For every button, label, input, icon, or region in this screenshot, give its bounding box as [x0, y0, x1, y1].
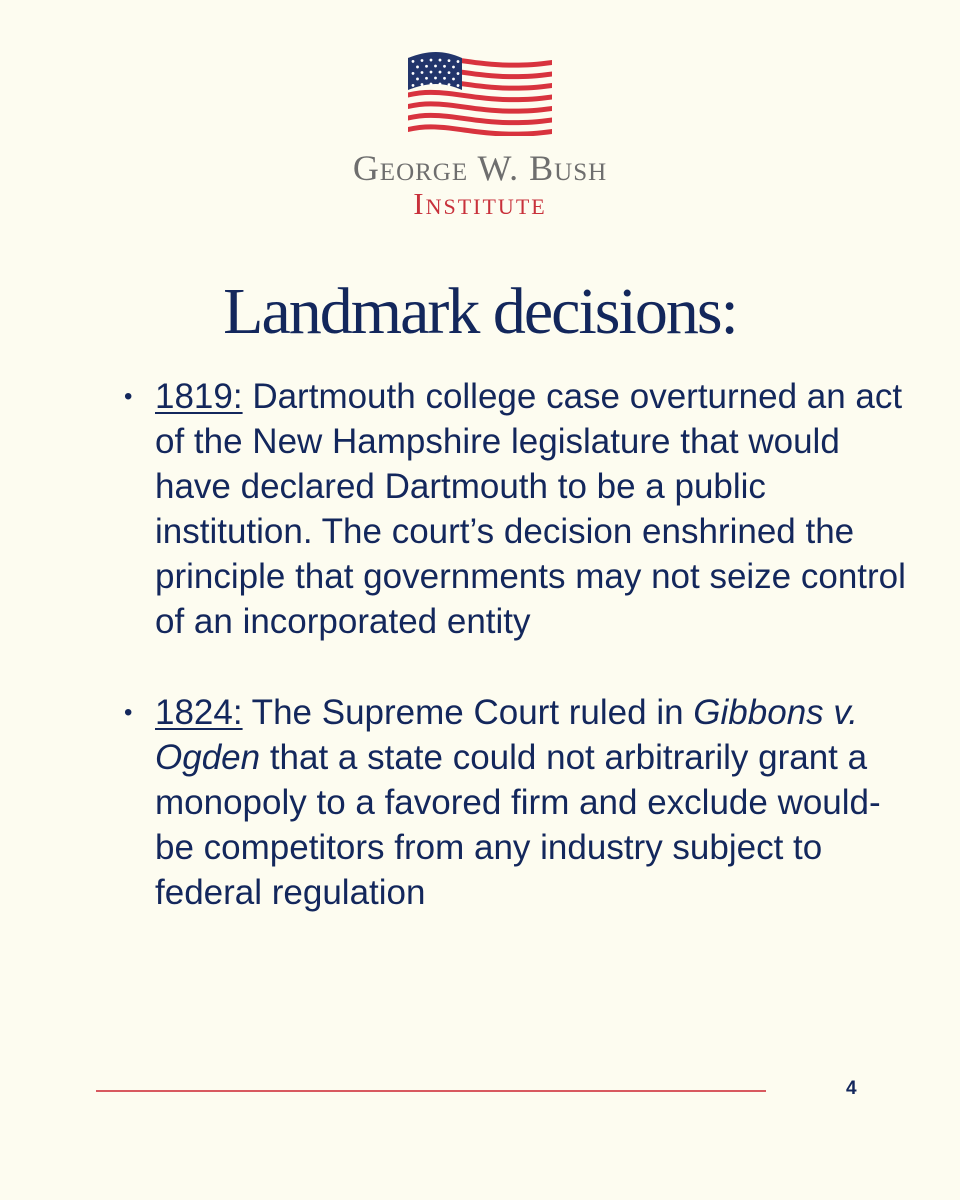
- footer-divider: [96, 1090, 766, 1092]
- bullet: •: [124, 699, 133, 726]
- item-text: The Supreme Court ruled in: [242, 693, 694, 732]
- page-number: 4: [846, 1078, 857, 1099]
- bullet: •: [124, 383, 133, 410]
- american-flag-icon: [400, 52, 560, 136]
- list-item: [124, 690, 915, 915]
- item-year: 1819:: [155, 377, 243, 416]
- institute-logo: [0, 52, 960, 220]
- item-text: Dartmouth college case overturned an act of the New Hampshire legislature that would have declared Dartmouth to be a public institution. The court’s decision enshrined the principle that governments may not seize control of an incorporated entity: [155, 377, 906, 641]
- list-item: [124, 374, 915, 644]
- item-year: 1824:: [155, 693, 243, 732]
- item-text-continued: that a state could not arbitrarily grant a monopoly to a favored firm and exclude would-be competitors from any industry subject to federal regulation: [155, 738, 881, 912]
- decisions-list: [124, 374, 915, 961]
- logo-name: George W. Bush: [352, 148, 608, 188]
- case-name: Gibbons v. Ogden: [155, 693, 859, 777]
- page-title: Landmark decisions:: [223, 275, 737, 348]
- logo-subtitle: Institute: [413, 186, 547, 221]
